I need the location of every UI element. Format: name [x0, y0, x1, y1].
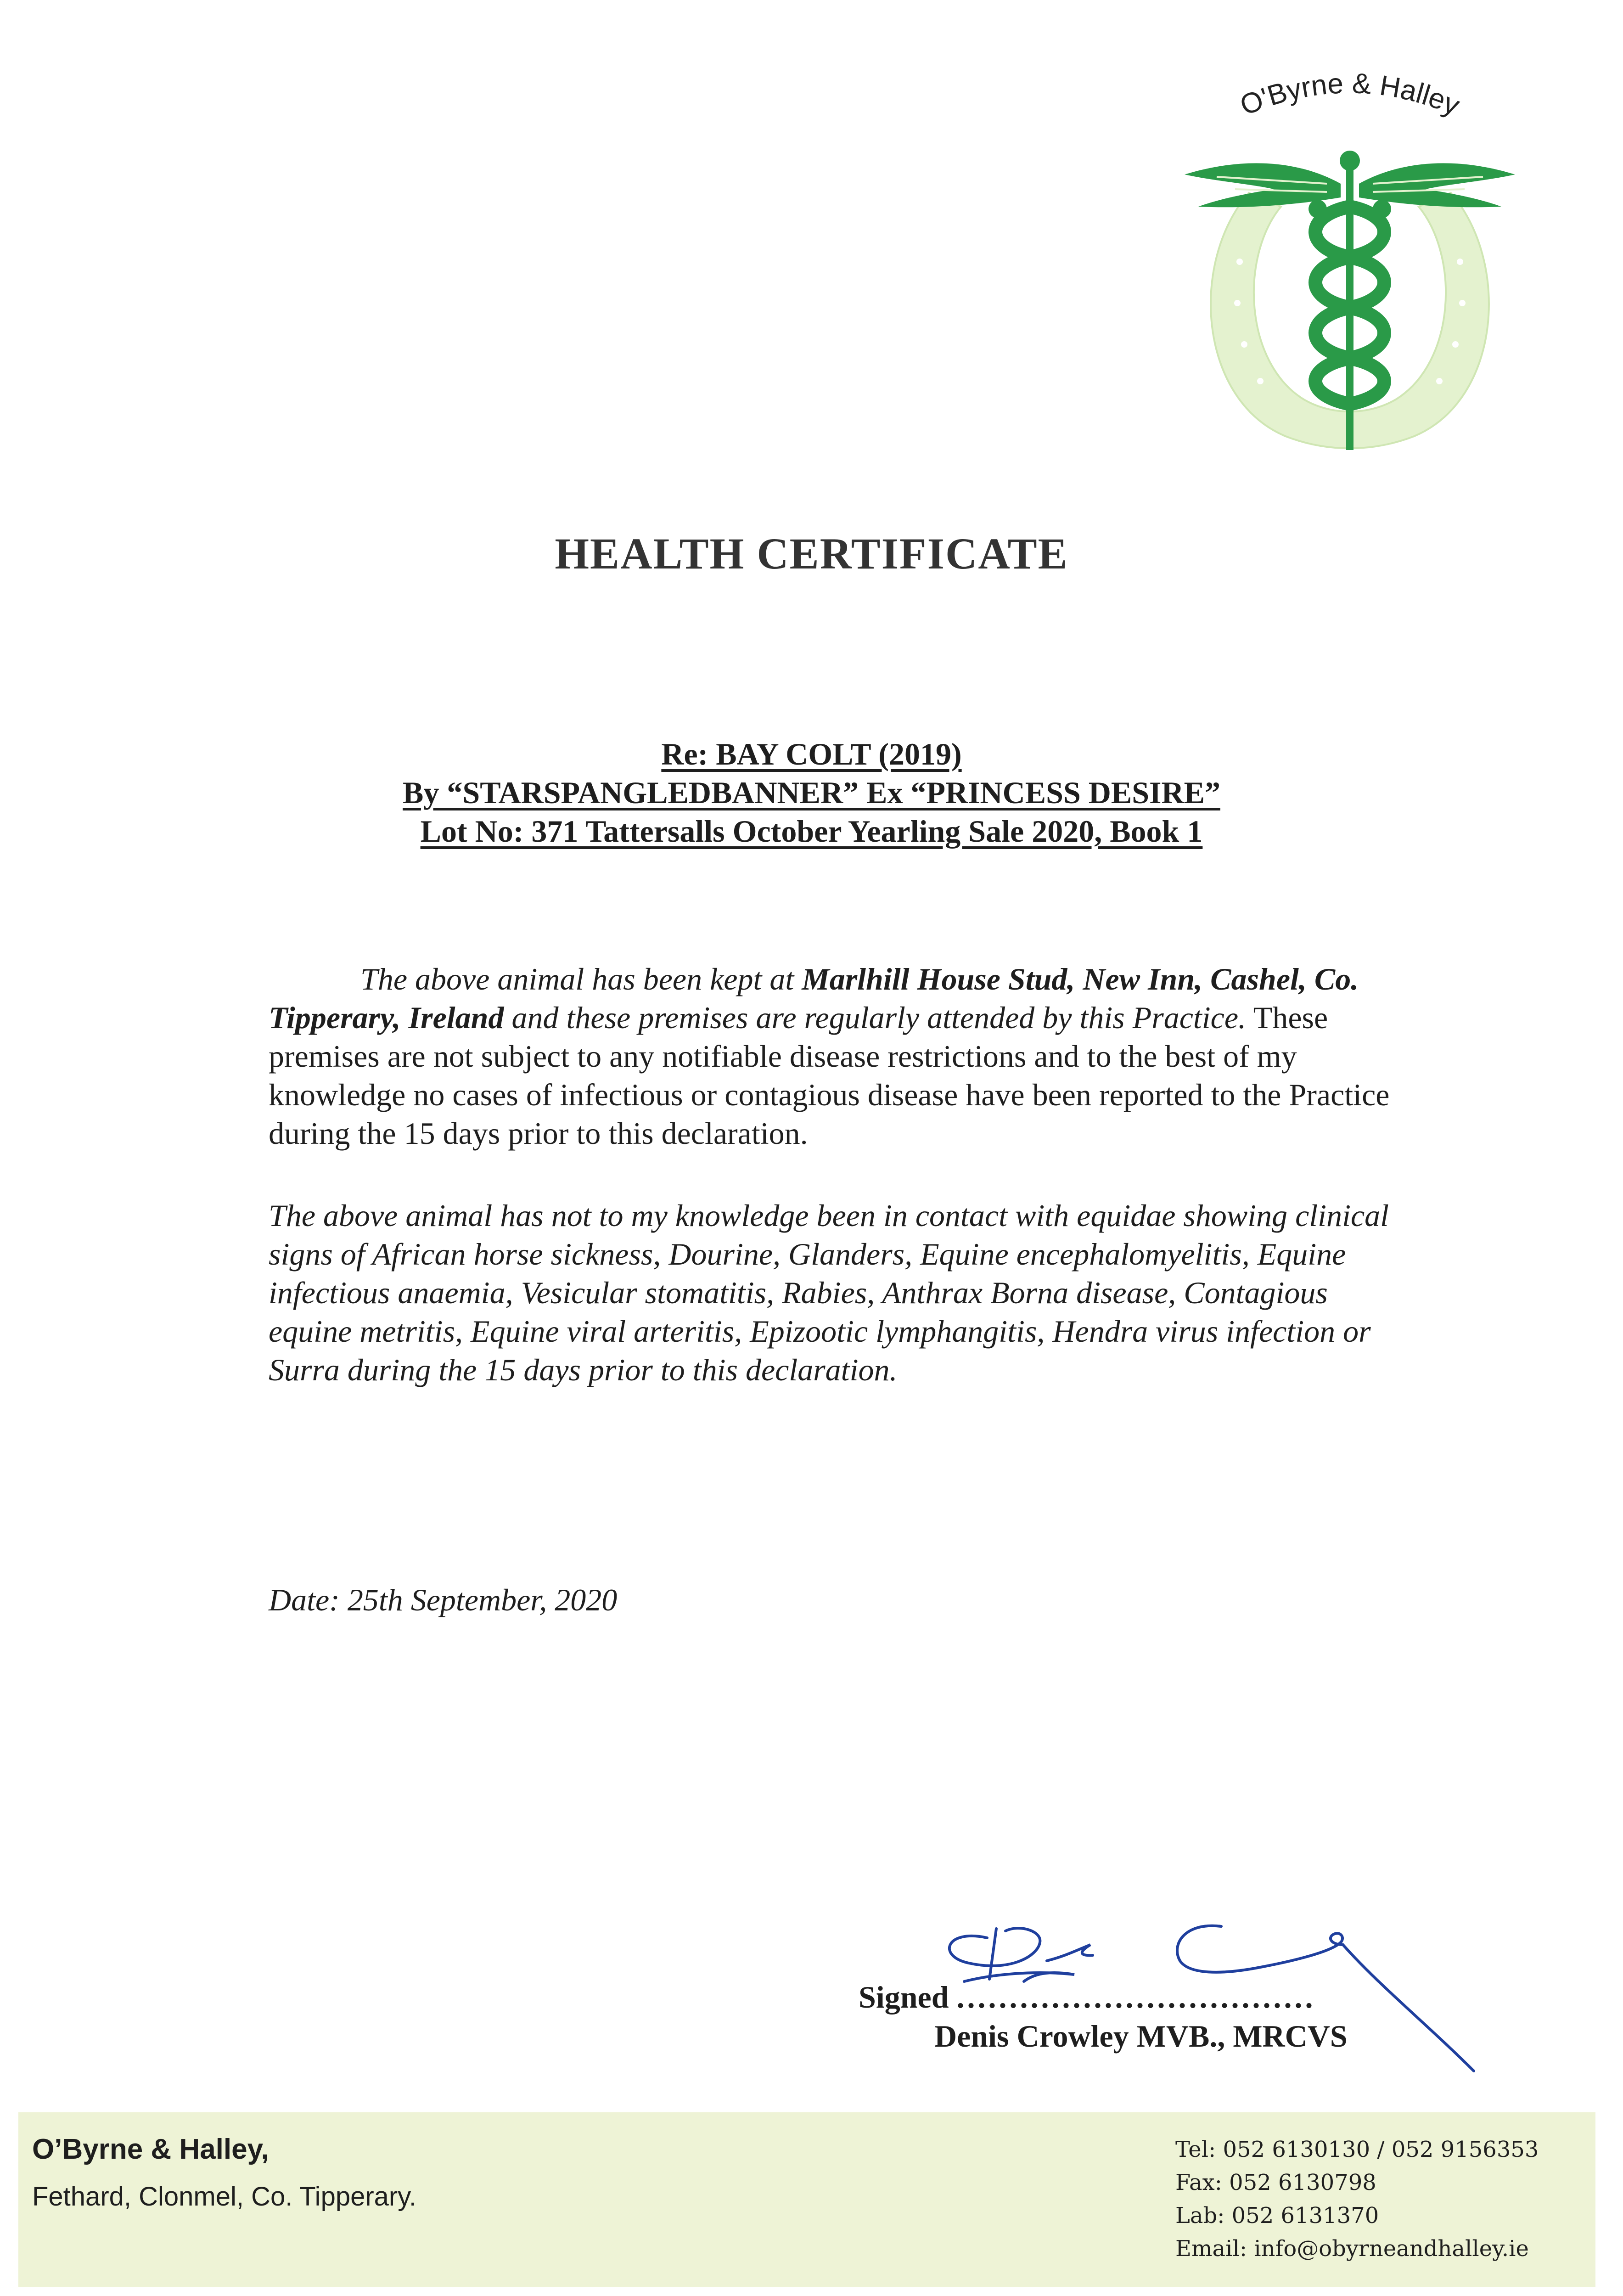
footer-tel: Tel: 052 6130130 / 052 9156353 — [1175, 2137, 1539, 2162]
company-logo — [1180, 69, 1520, 455]
signed-label: Signed — [859, 1980, 949, 2015]
footer-fax: Fax: 052 6130798 — [1175, 2170, 1376, 2195]
signer-name: Denis Crowley MVB., MRCVS — [934, 2019, 1348, 2054]
page-title: HEALTH CERTIFICATE — [555, 529, 1068, 578]
premises-attended-text: and these premises are regularly attended by this Practice. — [504, 1000, 1247, 1035]
certificate-date: Date: 25th September, 2020 — [269, 1582, 618, 1617]
footer-lab: Lab: 052 6131370 — [1175, 2203, 1379, 2228]
subject-line-breeding: By “STARSPANGLEDBANNER” Ex “PRINCESS DESIRE” — [403, 775, 1220, 810]
signature-dotted-line: .................................. — [956, 1980, 1316, 2015]
svg-text:O'Byrne & Halley: O'Byrne & Halley — [1236, 69, 1464, 122]
footer-company-name: O’Byrne & Halley, — [32, 2133, 269, 2165]
premises-restrictions-text: These premises are not subject to any notifiable disease restrictions and to the best of my knowledge no cases of infectious or contagious disease have been reported to the Practice during the 15 days prior to this declaration. — [269, 1000, 1390, 1151]
footer-bar — [18, 2112, 1595, 2287]
subject-line-horse: Re: BAY COLT (2019) — [661, 737, 962, 771]
premises-intro-text: The above animal has been kept at — [360, 962, 802, 996]
disease-contact-paragraph: The above animal has not to my knowledge been in contact with equidae showing clinical signs of African horse sickness, Dourine, Glanders, Equine encephalomyelitis, Equine infectious anaemia, Vesicular stomatitis, Rabies, Anthrax Borna disease, Contagious equine metritis, Equine viral arteritis, Epizootic lymphangitis, Hendra virus infection or Surra during the 15 days prior to this declaration. — [269, 1198, 1389, 1387]
footer-contacts — [1175, 2133, 1539, 2265]
footer-email[interactable]: Email: info@obyrneandhalley.ie — [1175, 2236, 1529, 2262]
subject-block — [0, 735, 1623, 850]
premises-paragraph — [269, 960, 1393, 1153]
premises-location: Marlhill House Stud, New Inn, Cashel, Co. Tipperary, Ireland — [269, 962, 1359, 1035]
signed-line — [859, 1979, 1316, 2015]
caduceus-horseshoe-icon — [1180, 69, 1520, 455]
subject-line-lot: Lot No: 371 Tattersalls October Yearling Sale 2020, Book 1 — [420, 814, 1203, 849]
footer-address: Fethard, Clonmel, Co. Tipperary. — [32, 2182, 417, 2212]
